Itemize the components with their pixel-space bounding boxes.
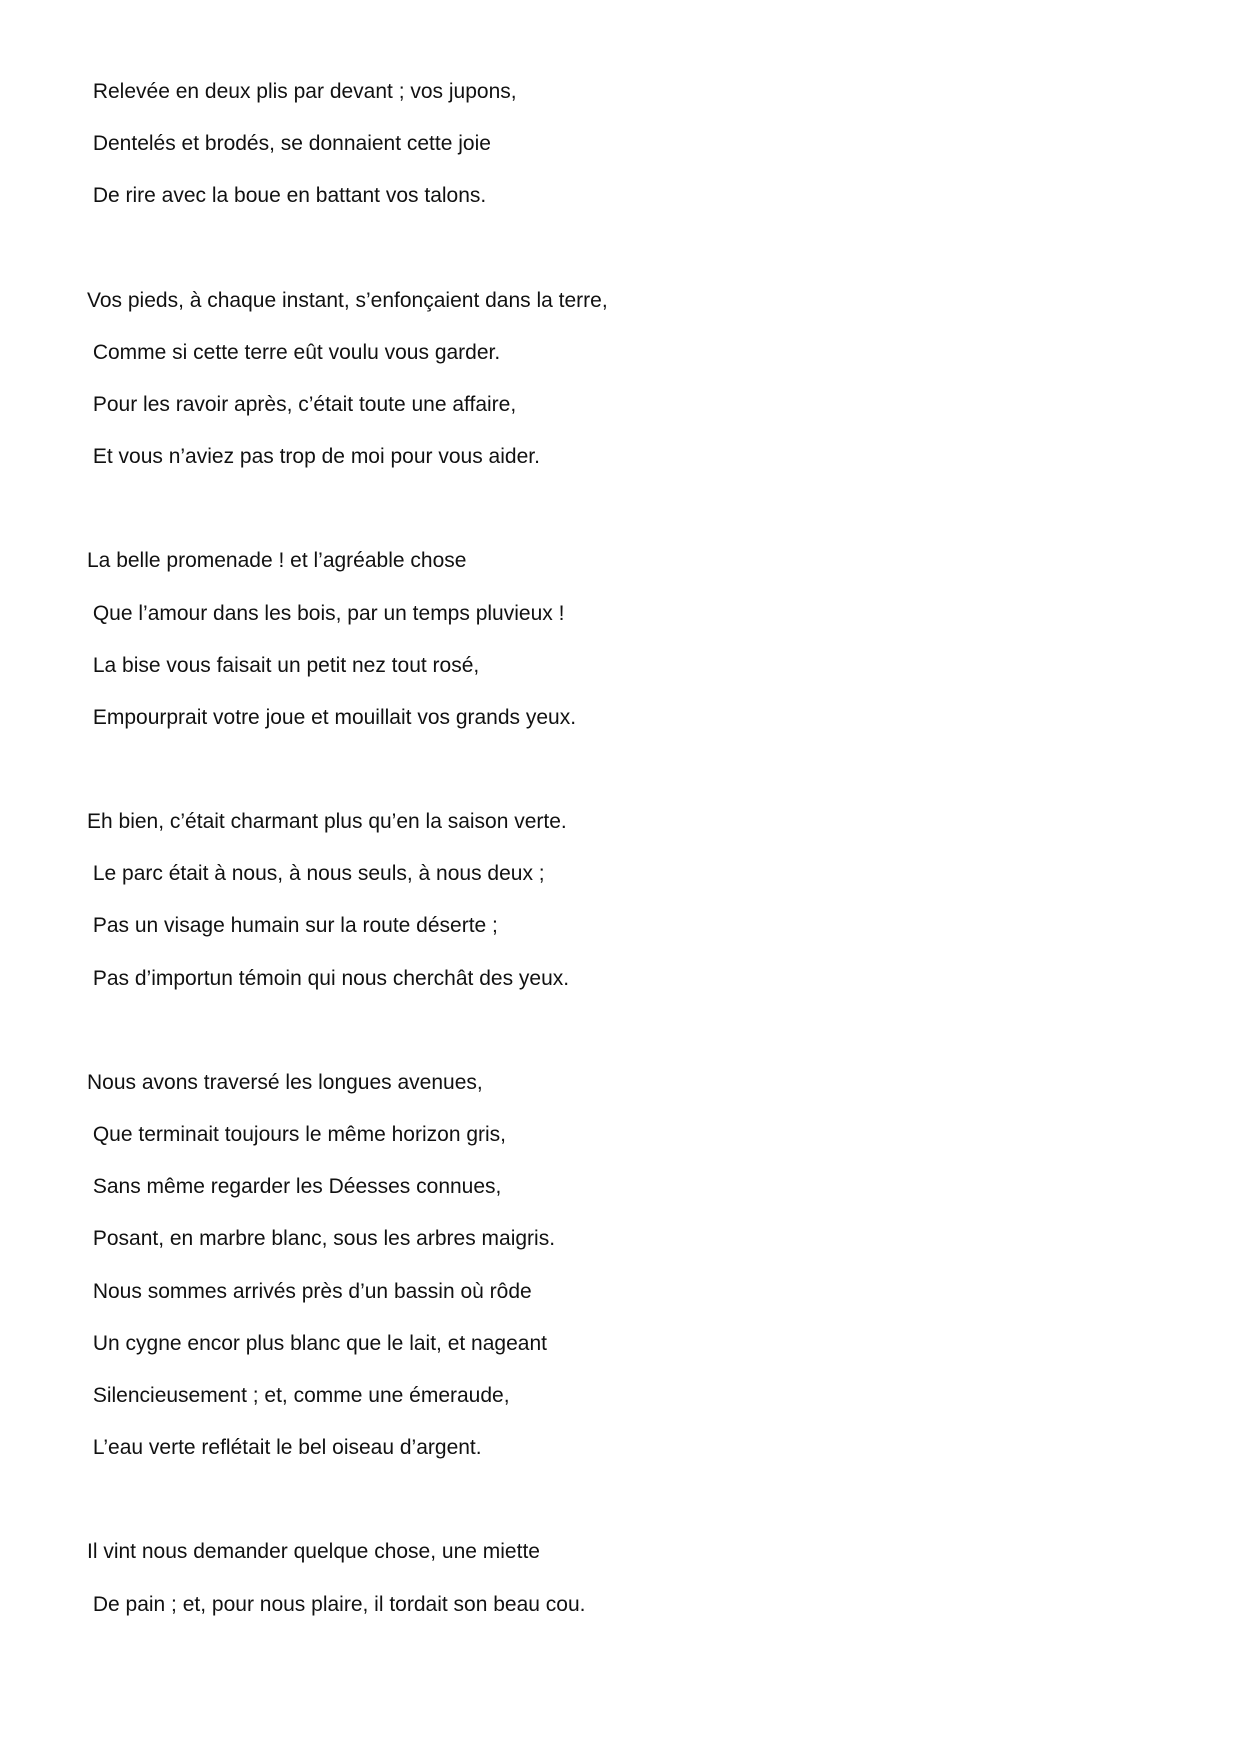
poem-line: Pour les ravoir après, c’était toute une affaire, <box>87 392 517 416</box>
poem-line: Il vint nous demander quelque chose, une miette <box>87 1540 540 1564</box>
stanza-6 <box>87 1540 1127 1644</box>
poem-line: Que l’amour dans les bois, par un temps pluvieux ! <box>87 601 565 625</box>
poem-line: Relevée en deux plis par devant ; vos jupons, <box>87 80 517 103</box>
poem-line: De pain ; et, pour nous plaire, il tordait son beau cou. <box>87 1592 586 1616</box>
stanza-1 <box>87 80 1127 237</box>
poem-line: Nous sommes arrivés près d’un bassin où rôde <box>87 1279 532 1303</box>
poem-line: Sans même regarder les Déesses connues, <box>87 1175 502 1199</box>
poem-line: Pas d’importun témoin qui nous cherchât des yeux. <box>87 966 570 990</box>
poem-line: La belle promenade ! et l’agréable chose <box>87 549 467 573</box>
poem-line: Le parc était à nous, à nous seuls, à nous deux ; <box>87 862 545 886</box>
poem-line: Empourprait votre joue et mouillait vos grands yeux. <box>87 705 577 729</box>
poem-line: La bise vous faisait un petit nez tout rosé, <box>87 653 480 677</box>
poem-line: Nous avons traversé les longues avenues, <box>87 1070 483 1094</box>
poem-line: Posant, en marbre blanc, sous les arbres maigris. <box>87 1227 556 1251</box>
poem-line: Vos pieds, à chaque instant, s’enfonçaient dans la terre, <box>87 288 608 312</box>
poem-line: Silencieusement ; et, comme une émeraude, <box>87 1383 510 1407</box>
stanza-4 <box>87 810 1127 1019</box>
stanza-5 <box>87 1071 1127 1489</box>
stanza-2 <box>87 289 1127 498</box>
poem-line: De rire avec la boue en battant vos talons. <box>87 184 487 208</box>
poem-line: L’eau verte reflétait le bel oiseau d’argent. <box>87 1436 482 1460</box>
poem-text <box>87 80 1127 1697</box>
poem-line: Un cygne encor plus blanc que le lait, et nageant <box>87 1331 547 1355</box>
poem-line: Dentelés et brodés, se donnaient cette joie <box>87 132 491 156</box>
poem-line: Que terminait toujours le même horizon gris, <box>87 1123 507 1146</box>
poem-line: Comme si cette terre eût voulu vous garder. <box>87 340 501 364</box>
poem-line: Eh bien, c’était charmant plus qu’en la saison verte. <box>87 810 567 834</box>
stanza-3 <box>87 549 1127 758</box>
poem-line: Pas un visage humain sur la route déserte ; <box>87 914 498 938</box>
poem-line: Et vous n’aviez pas trop de moi pour vous aider. <box>87 445 540 469</box>
